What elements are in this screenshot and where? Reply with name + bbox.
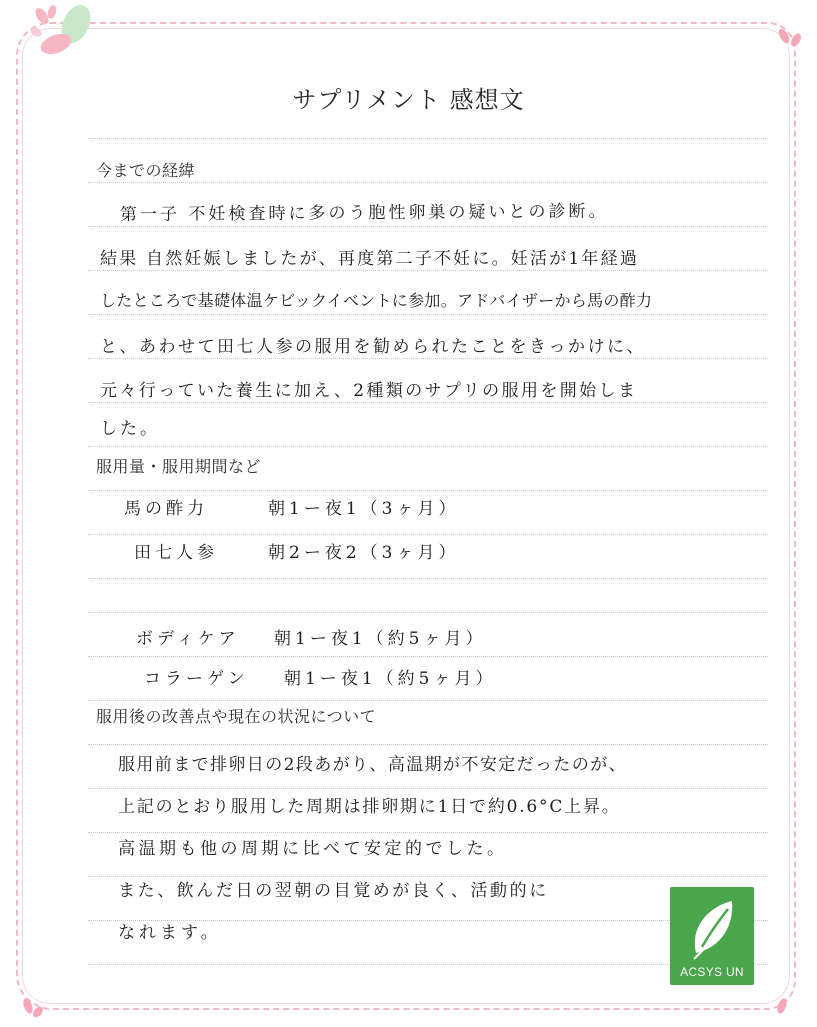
history-line: 結果 自然妊娠しましたが、再度第二子不妊に。妊活が1年経過 [100,249,640,269]
ruled-line [88,832,768,833]
ruled-line [88,788,768,789]
ruled-line [88,534,768,535]
ruled-line [88,446,768,447]
petals-top-right-icon [770,20,810,54]
ruled-line [88,612,768,613]
petals-bottom-left-icon [14,990,54,1024]
ruled-line [88,358,768,359]
ruled-line [88,744,768,745]
page-title: サプリメント 感想文 [292,86,525,114]
dosage-heading: 服用量・服用期間など [96,457,262,476]
ruled-line [88,402,768,403]
leaf-logo-icon [670,889,754,969]
supplement-name: 田七人参 [134,543,218,563]
supplement-amount: 朝1ー夜1（約5ヶ月） [284,669,497,689]
supplement-amount: 朝1ー夜1（3ヶ月） [268,499,460,519]
history-line: したところで基礎体温ケビックイベントに参加。アドバイザーから馬の酢力 [100,291,653,310]
history-line: と、あわせて田七人参の服用を勧められたことをきっかけに、 [100,337,646,357]
ruled-line [88,314,768,315]
petals-bottom-right-icon [764,990,804,1024]
supplement-name: コラーゲン [144,669,249,689]
brand-logo [670,887,754,985]
supplement-amount: 朝2ー夜2（3ヶ月） [268,543,460,563]
ruled-line [88,138,768,139]
ruled-line [88,182,768,183]
results-line: なれます。 [118,923,222,943]
logo-text: ACSYS UN [680,965,744,979]
ruled-line [88,964,768,965]
ruled-line [88,226,768,227]
history-heading: 今までの経緯 [96,161,196,180]
results-line: また、飲んだ日の翌朝の目覚めが良く、活動的に [118,881,549,901]
supplement-name: ボディケア [136,629,240,649]
history-line: 元々行っていた養生に加え、2種類のサプリの服用を開始しま [100,381,638,401]
supplement-amount: 朝1ー夜1（約5ヶ月） [274,629,487,649]
results-line: 服用前まで排卵日の2段あがり、高温期が不安定だったのが、 [118,755,628,775]
ruled-line [88,656,768,657]
results-line: 高温期も他の周期に比べて安定的でした。 [118,839,508,859]
ruled-line [88,578,768,579]
history-line: した。 [100,419,160,439]
ruled-line [88,490,768,491]
ruled-line [88,700,768,701]
supplement-name: 馬の酢力 [124,499,208,519]
leaf-sprig-top-left-icon [28,2,98,64]
results-heading: 服用後の改善点や現在の状況について [96,707,377,726]
history-line: 第一子 不妊検査時に多のう胞性卵巣の疑いとの診断。 [119,201,609,225]
results-line: 上記のとおり服用した周期は排卵期に1日で約0.6°C上昇。 [118,797,621,817]
ruled-line [88,270,768,271]
